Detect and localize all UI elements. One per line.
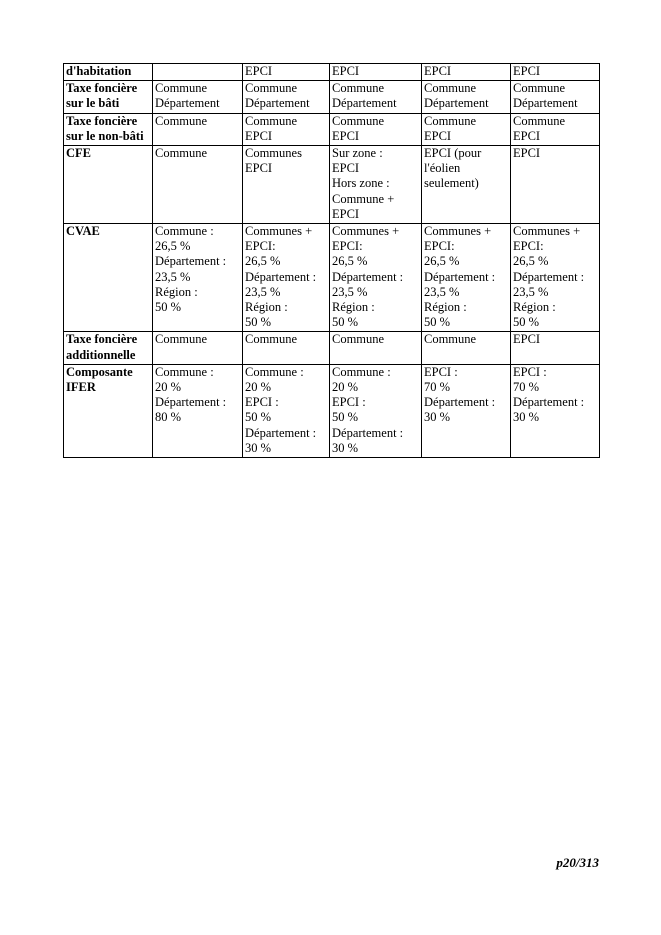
cell-line: Département : <box>513 269 585 284</box>
row-label-line: additionnelle <box>66 347 136 362</box>
table-cell <box>330 364 422 457</box>
cell-line: Commune <box>155 332 208 347</box>
cell-line: 50 % <box>513 315 540 330</box>
cell-line: EPCI <box>513 64 541 78</box>
cell-line: EPCI <box>332 161 360 176</box>
cell-line: Commune <box>155 81 208 96</box>
table-body <box>64 64 600 458</box>
cell-line: Commune <box>245 81 298 96</box>
table-cell <box>422 332 511 364</box>
table-cell <box>422 64 511 81</box>
table-cell <box>422 113 511 145</box>
cell-line: Département : <box>513 395 585 410</box>
cell-line: Commune : <box>245 364 304 379</box>
cell-line: Région : <box>332 300 375 315</box>
row-label-cell <box>64 81 153 113</box>
cell-line: Commune <box>245 332 298 347</box>
cell-line: 23,5 % <box>332 284 368 299</box>
cell-line: 23,5 % <box>424 284 460 299</box>
table-row <box>64 146 600 224</box>
cell-line: 30 % <box>424 410 451 425</box>
table-cell <box>511 364 600 457</box>
table-cell <box>243 332 330 364</box>
cell-line: Département <box>155 96 220 111</box>
table-cell <box>511 64 600 81</box>
table-cell <box>243 146 330 224</box>
table-row <box>64 224 600 332</box>
cell-line: Hors zone : <box>332 176 390 191</box>
cell-line: EPCI : <box>424 364 458 379</box>
cell-line: EPCI <box>513 128 541 143</box>
row-label-line: Taxe foncière <box>66 332 138 347</box>
cell-line: Département : <box>332 425 404 440</box>
cell-line: EPCI <box>424 64 452 78</box>
cell-line: 80 % <box>155 410 182 425</box>
table-cell <box>330 224 422 332</box>
cell-line: Commune <box>424 81 477 96</box>
row-label-line: Taxe foncière <box>66 113 138 128</box>
cell-line: Commune <box>424 113 477 128</box>
row-label-cell <box>64 64 153 81</box>
table-cell <box>422 146 511 224</box>
cell-line: 30 % <box>513 410 540 425</box>
cell-line: 26,5 % <box>245 254 281 269</box>
cell-line: 50 % <box>155 300 182 315</box>
table-cell <box>330 332 422 364</box>
cell-line: EPCI <box>332 64 360 78</box>
cell-line: Communes + <box>513 224 581 239</box>
table-cell <box>511 146 600 224</box>
cell-line: 26,5 % <box>513 254 549 269</box>
cell-line: 50 % <box>245 315 272 330</box>
cell-line: Département <box>513 96 578 111</box>
cell-line: Commune <box>332 332 385 347</box>
cell-line: EPCI : <box>245 395 279 410</box>
cell-line: Département : <box>245 269 317 284</box>
table-cell <box>422 364 511 457</box>
cell-line: EPCI (pour <box>424 146 482 161</box>
cell-line: EPCI <box>513 146 541 161</box>
cell-line: Commune <box>245 113 298 128</box>
cell-line: Région : <box>245 300 288 315</box>
cell-line: 23,5 % <box>513 284 549 299</box>
row-label-cell <box>64 113 153 145</box>
cell-line: Commune <box>332 81 385 96</box>
cell-line: 20 % <box>332 380 359 395</box>
row-label-cell <box>64 224 153 332</box>
cell-line: Région : <box>424 300 467 315</box>
table-cell <box>243 113 330 145</box>
row-label-cell <box>64 332 153 364</box>
cell-line: Commune <box>155 113 208 128</box>
table-row <box>64 332 600 364</box>
cell-line: Commune <box>513 81 566 96</box>
row-label-cell <box>64 364 153 457</box>
row-label-line: IFER <box>66 380 96 395</box>
tax-distribution-table <box>63 63 600 458</box>
table-row <box>64 364 600 457</box>
row-label-line: CFE <box>66 146 91 161</box>
cell-line: Département : <box>424 395 496 410</box>
cell-line: Département : <box>424 269 496 284</box>
row-label-line: d'habitation <box>66 64 132 78</box>
row-label-line: sur le bâti <box>66 96 120 111</box>
cell-line: 50 % <box>332 315 359 330</box>
cell-line: 70 % <box>513 380 540 395</box>
cell-line: Département <box>245 96 310 111</box>
table-cell <box>330 113 422 145</box>
table-cell <box>511 224 600 332</box>
page-number: p20/313 <box>556 855 599 870</box>
cell-line: EPCI: <box>513 239 544 254</box>
cell-line: Région : <box>513 300 556 315</box>
cell-line: 26,5 % <box>332 254 368 269</box>
cell-line: Département <box>332 96 397 111</box>
table-cell <box>153 81 243 113</box>
row-label-line: Composante <box>66 364 133 379</box>
cell-line: Commune <box>513 113 566 128</box>
cell-line: 50 % <box>245 410 272 425</box>
cell-line: Communes + <box>332 224 400 239</box>
cell-line: 23,5 % <box>245 284 281 299</box>
cell-line: Communes + <box>245 224 313 239</box>
cell-line: Communes + <box>424 224 492 239</box>
cell-line: Communes <box>245 146 302 161</box>
table-cell <box>153 64 243 81</box>
table-row <box>64 113 600 145</box>
table-cell <box>243 64 330 81</box>
table-row <box>64 64 600 81</box>
cell-line: 30 % <box>245 440 272 455</box>
table-cell <box>243 224 330 332</box>
table-cell <box>511 81 600 113</box>
table-cell <box>243 364 330 457</box>
cell-line: 70 % <box>424 380 451 395</box>
cell-line: EPCI: <box>332 239 363 254</box>
cell-line: EPCI <box>245 64 273 78</box>
cell-line: 30 % <box>332 440 359 455</box>
cell-line: EPCI <box>332 206 360 221</box>
cell-line: 20 % <box>155 380 182 395</box>
table-cell <box>511 332 600 364</box>
cell-line: seulement) <box>424 176 479 191</box>
cell-line: 26,5 % <box>424 254 460 269</box>
row-label-line: sur le non-bâti <box>66 128 144 143</box>
table-cell <box>330 146 422 224</box>
table-cell <box>153 364 243 457</box>
cell-line: 23,5 % <box>155 269 191 284</box>
cell-line: Région : <box>155 284 198 299</box>
table-cell <box>153 146 243 224</box>
cell-line: Département : <box>155 254 227 269</box>
cell-line: Commune <box>155 146 208 161</box>
cell-line: EPCI <box>245 161 273 176</box>
cell-line: EPCI: <box>245 239 276 254</box>
table-cell <box>422 81 511 113</box>
cell-line: 50 % <box>424 315 451 330</box>
cell-line: Département <box>424 96 489 111</box>
table-cell <box>511 113 600 145</box>
table-cell <box>422 224 511 332</box>
table-cell <box>153 113 243 145</box>
table-cell <box>153 332 243 364</box>
cell-line: Département : <box>245 425 317 440</box>
cell-line: 26,5 % <box>155 239 191 254</box>
cell-line: EPCI <box>332 128 360 143</box>
table-cell <box>153 224 243 332</box>
cell-line: EPCI <box>424 128 452 143</box>
row-label-cell <box>64 146 153 224</box>
cell-line: Sur zone : <box>332 146 383 161</box>
cell-line: Département : <box>332 269 404 284</box>
cell-line: Commune : <box>155 364 214 379</box>
table-cell <box>330 81 422 113</box>
cell-line: EPCI: <box>424 239 455 254</box>
row-label-line: Taxe foncière <box>66 81 138 96</box>
row-label-line: CVAE <box>66 224 100 239</box>
cell-line: l'éolien <box>424 161 461 176</box>
table-row <box>64 81 600 113</box>
table-cell <box>243 81 330 113</box>
cell-line: 50 % <box>332 410 359 425</box>
cell-line: Commune <box>424 332 477 347</box>
cell-line: EPCI <box>245 128 273 143</box>
cell-line: Commune <box>332 113 385 128</box>
cell-line: Commune : <box>332 364 391 379</box>
table-cell <box>330 64 422 81</box>
cell-line: Commune : <box>155 224 214 239</box>
cell-line: Département : <box>155 395 227 410</box>
cell-line: EPCI : <box>332 395 366 410</box>
cell-line: EPCI : <box>513 364 547 379</box>
cell-line: 20 % <box>245 380 272 395</box>
cell-line: EPCI <box>513 332 541 347</box>
cell-line: Commune + <box>332 191 395 206</box>
